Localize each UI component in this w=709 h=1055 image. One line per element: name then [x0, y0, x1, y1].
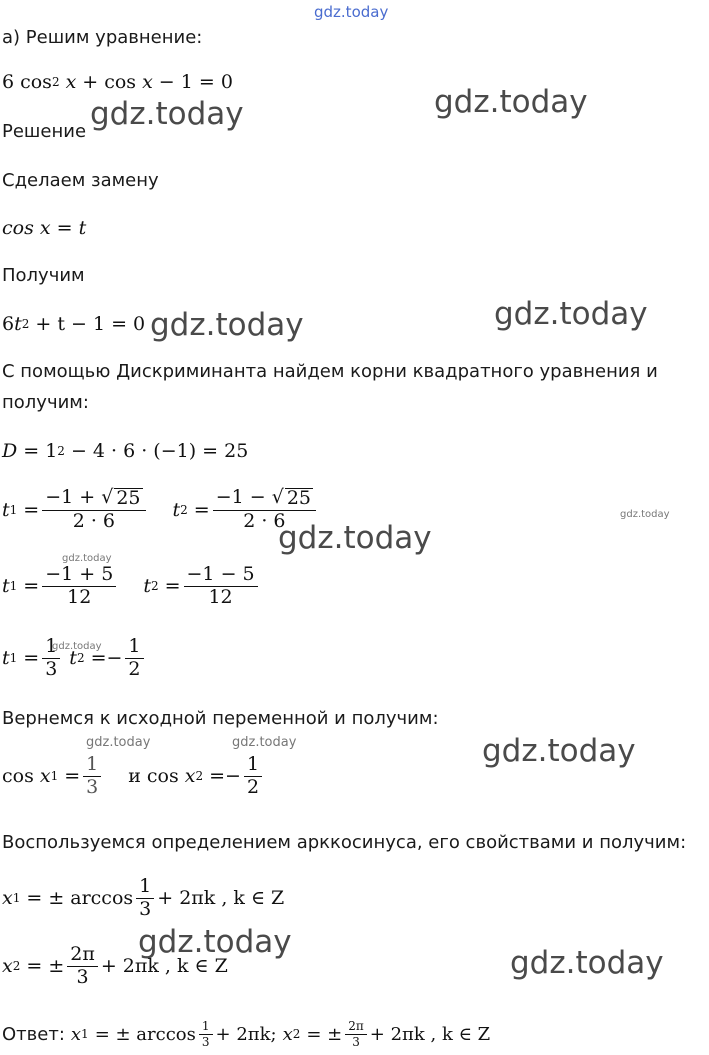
x2-fraction: $\frac{2\pi}{3}$	[67, 945, 98, 988]
watermark-small: gdz.today	[52, 641, 102, 652]
roots-simplified: t 1 = $\frac{-1 + 5}{12}$ t 2 = $\frac{-1 - 5}{12}$	[2, 565, 261, 608]
watermark: gdz.today	[482, 733, 636, 769]
t1-simplified-fraction: $\frac{-1 + 5}{12}$	[42, 565, 116, 608]
t1-final-fraction: $\frac{1}{3}$	[42, 637, 60, 680]
watermark: gdz.today	[138, 924, 292, 960]
watermark-small: gdz.today	[62, 553, 112, 564]
watermark: gdz.today	[434, 84, 588, 120]
cos-x2-fraction: $\frac{1}{2}$	[244, 755, 262, 798]
answer-line: Ответ: x 1 = ± arccos $\frac{1}{3}$ + 2πk; x 2 = ± $\frac{2\pi}{3}$ + 2πk , k ∈ Z	[2, 1019, 491, 1049]
x1-fraction: $\frac{1}{3}$	[136, 877, 154, 920]
x2-solution: x 2 = ± $\frac{2\pi}{3}$ + 2πk , k ∈ Z	[2, 943, 228, 988]
roots-final: t 1 = $\frac{1}{3}$ t 2 = − $\frac{1}{2}$	[2, 637, 147, 680]
x1-solution: x 1 = ± arccos $\frac{1}{3}$ + 2πk , k ∈ Z	[2, 875, 285, 920]
obtain-label: Получим	[2, 265, 85, 286]
part-a-title: а) Решим уравнение:	[2, 27, 203, 48]
solution-label: Решение	[2, 121, 87, 142]
watermark: gdz.today	[494, 296, 648, 332]
answer-x1-fraction: $\frac{1}{3}$	[199, 1020, 213, 1048]
watermark-small: gdz.today	[86, 735, 151, 750]
main-equation: 6 cos 2 x + cos x − 1 = 0	[2, 71, 233, 93]
t2-simplified-fraction: $\frac{-1 - 5}{12}$	[184, 565, 258, 608]
return-eq: cos x 1 = $\frac{1}{3}$ и cos x 2 = − $\frac{1}{2}$	[2, 755, 265, 798]
return-label: Вернемся к исходной переменной и получим:	[2, 708, 439, 729]
roots-formula: t 1 = −1 + √ 25 2 · 6 t 2 = −1 − √ 25 2 · 6	[2, 488, 319, 532]
answer-x2-fraction: $\frac{2\pi}{3}$	[345, 1020, 367, 1048]
watermark-small: gdz.today	[232, 735, 297, 750]
watermark: gdz.today	[90, 96, 244, 132]
t2-final-fraction: $\frac{1}{2}$	[125, 637, 143, 680]
arccos-label: Воспользуемся определением арккосинуса, его свойствами и получим:	[2, 832, 687, 853]
cos-x1-fraction: $\frac{1}{3}$	[83, 755, 101, 798]
substitute-label: Сделаем замену	[2, 170, 159, 191]
quadratic-eq: 6 t 2 + t − 1 = 0	[2, 313, 146, 335]
substitution-eq: cos x = t	[2, 217, 87, 239]
discriminant-label-2: получим:	[2, 392, 89, 413]
t2-formula-fraction: −1 − √ 25 2 · 6	[213, 488, 316, 532]
watermark-small: gdz.today	[620, 509, 670, 520]
watermark: gdz.today	[510, 945, 664, 981]
watermark: gdz.today	[150, 307, 304, 343]
header-watermark: gdz.today	[314, 3, 389, 21]
discriminant-label: С помощью Дискриминанта найдем корни квадратного уравнения и	[2, 361, 658, 382]
discriminant-eq: D = 1 2 − 4 · 6 · (−1) = 25	[2, 440, 249, 462]
t1-formula-fraction: −1 + √ 25 2 · 6	[42, 488, 145, 532]
watermark: gdz.today	[278, 520, 432, 556]
